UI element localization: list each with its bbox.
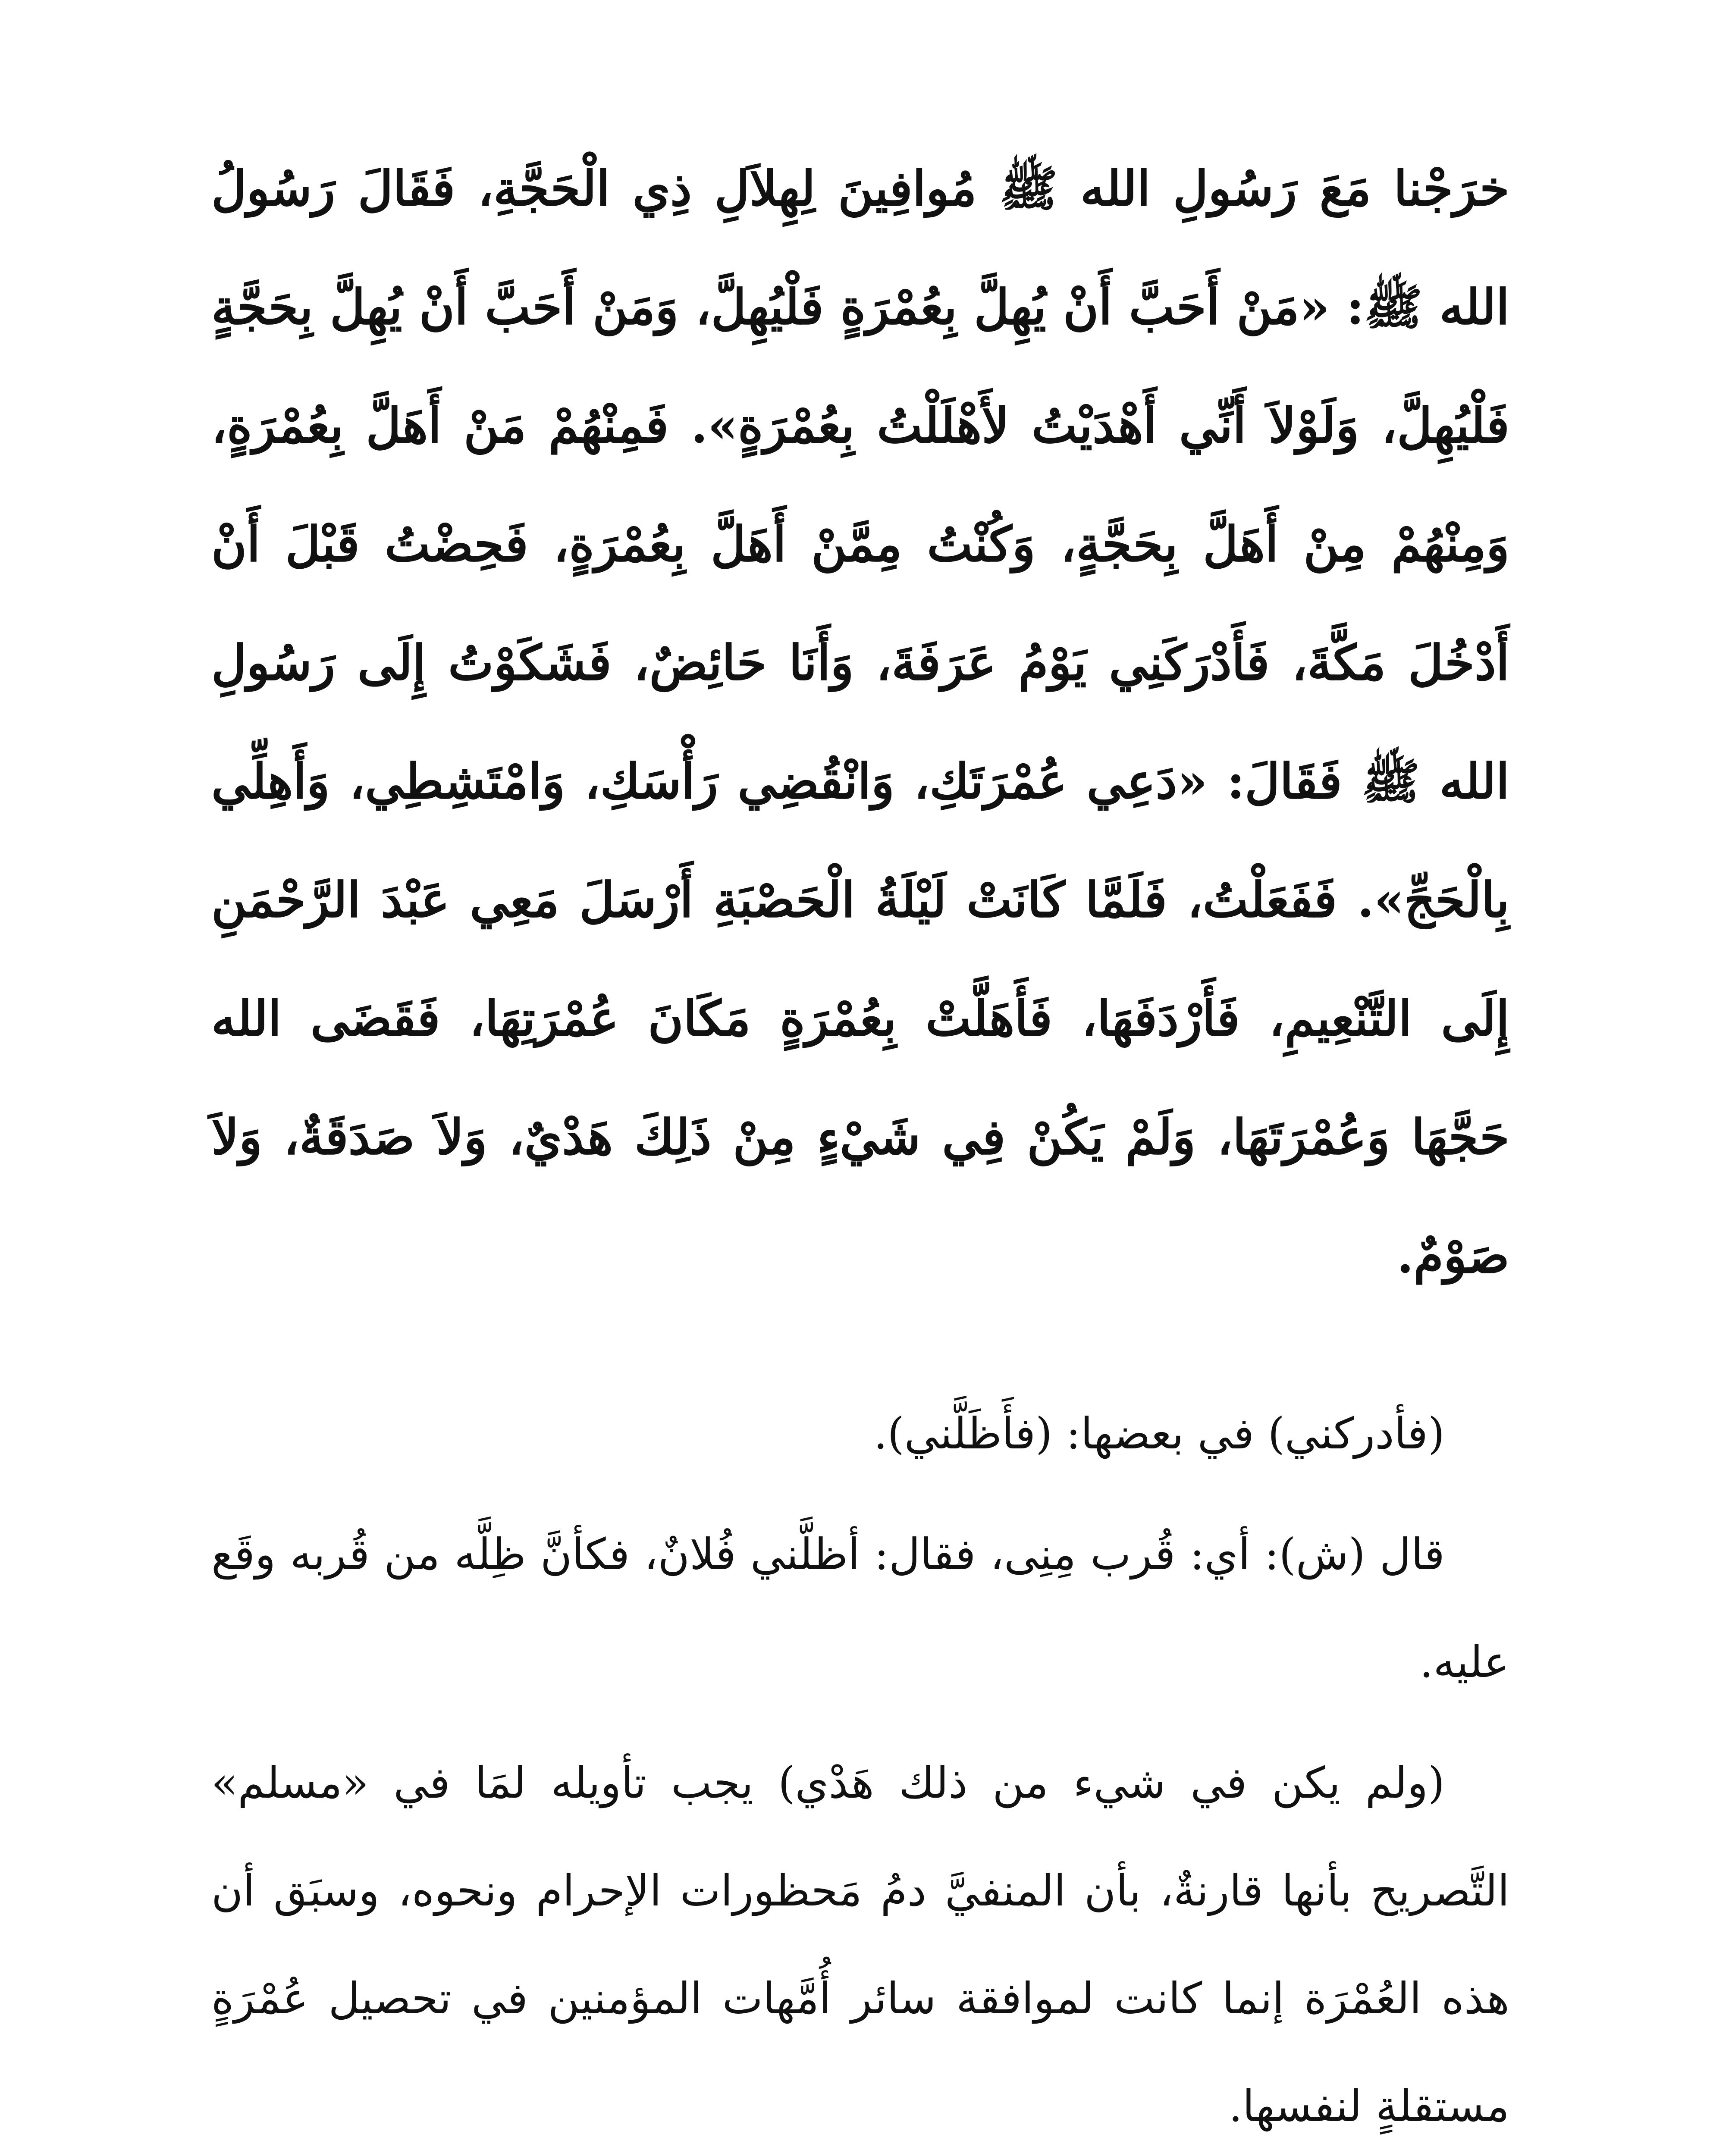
hadith-text: خرَجْنا مَعَ رَسُولِ الله ﷺ مُوافِينَ لِهِلاَلِ ذِي الْحَجَّةِ، فَقَالَ رَسُولُ الله ﷺ: «مَنْ أَحَبَّ أَنْ يُهِلَّ بِعُمْرَةٍ فَلْيُهِلَّ، وَمَنْ أَحَبَّ أَنْ يُهِلَّ بِحَجَّةٍ فَلْيُهِلَّ، وَلَوْلاَ أَنِّي أَهْدَيْتُ لأَهْلَلْتُ بِعُمْرَةٍ». فَمِنْهُمْ مَنْ أَهَلَّ بِعُمْرَةٍ، وَمِنْهُمْ مِنْ أَهَلَّ بِحَجَّةٍ، وَكُنْتُ مِمَّنْ أَهَلَّ بِعُمْرَةٍ، فَحِضْتُ قَبْلَ أَنْ أَدْخُلَ مَكَّةَ، فَأَدْرَكَنِي يَوْمُ عَرَفَةَ، وَأَنَا حَائِضٌ، فَشَكَوْتُ إِلَى رَسُولِ الله ﷺ فَقَالَ: «دَعِي عُمْرَتَكِ، وَانْقُضِي رَأْسَكِ، وَامْتَشِطِي، وَأَهِلِّي بِالْحَجِّ». فَفَعَلْتُ، فَلَمَّا كَانَتْ لَيْلَةُ الْحَصْبَةِ أَرْسَلَ مَعِي عَبْدَ الرَّحْمَنِ إِلَى التَّنْعِيمِ، فَأَرْدَفَهَا، فَأَهَلَّتْ بِعُمْرَةٍ مَكَانَ عُمْرَتِهَا، فَقَضَى الله حَجَّهَا وَعُمْرَتَهَا، وَلَمْ يَكُنْ فِي شَيْءٍ مِنْ ذَلِكَ هَدْيٌ، وَلاَ صَدَقَةٌ، وَلاَ صَوْمٌ. <box>211 160 1510 1284</box>
commentary-paragraph-2: قال (ش): أي: قُرب مِنِى، فقال: أظلَّني فُلانٌ، فكأنَّ ظِلَّه من قُربه وقَع عليه. <box>211 1529 1509 1687</box>
commentary-paragraph-1: (فأدركني) في بعضها: (فأَظَلَّني). <box>873 1408 1445 1459</box>
commentary-paragraph-3: (ولم يكن في شيء من ذلك هَدْي) يجب تأويله لمَا في «مسلم» التَّصريح بأنها قارنةٌ، بأن المنفيَّ دمُ مَحظورات الإحرام ونحوه، وسبَق أن هذه العُمْرَة إنما كانت لموافقة سائر أُمَّهات المؤمنين في تحصيل عُمْرَةٍ مستقلةٍ لنفسها. <box>211 1758 1509 2131</box>
page-body <box>211 129 1509 2156</box>
